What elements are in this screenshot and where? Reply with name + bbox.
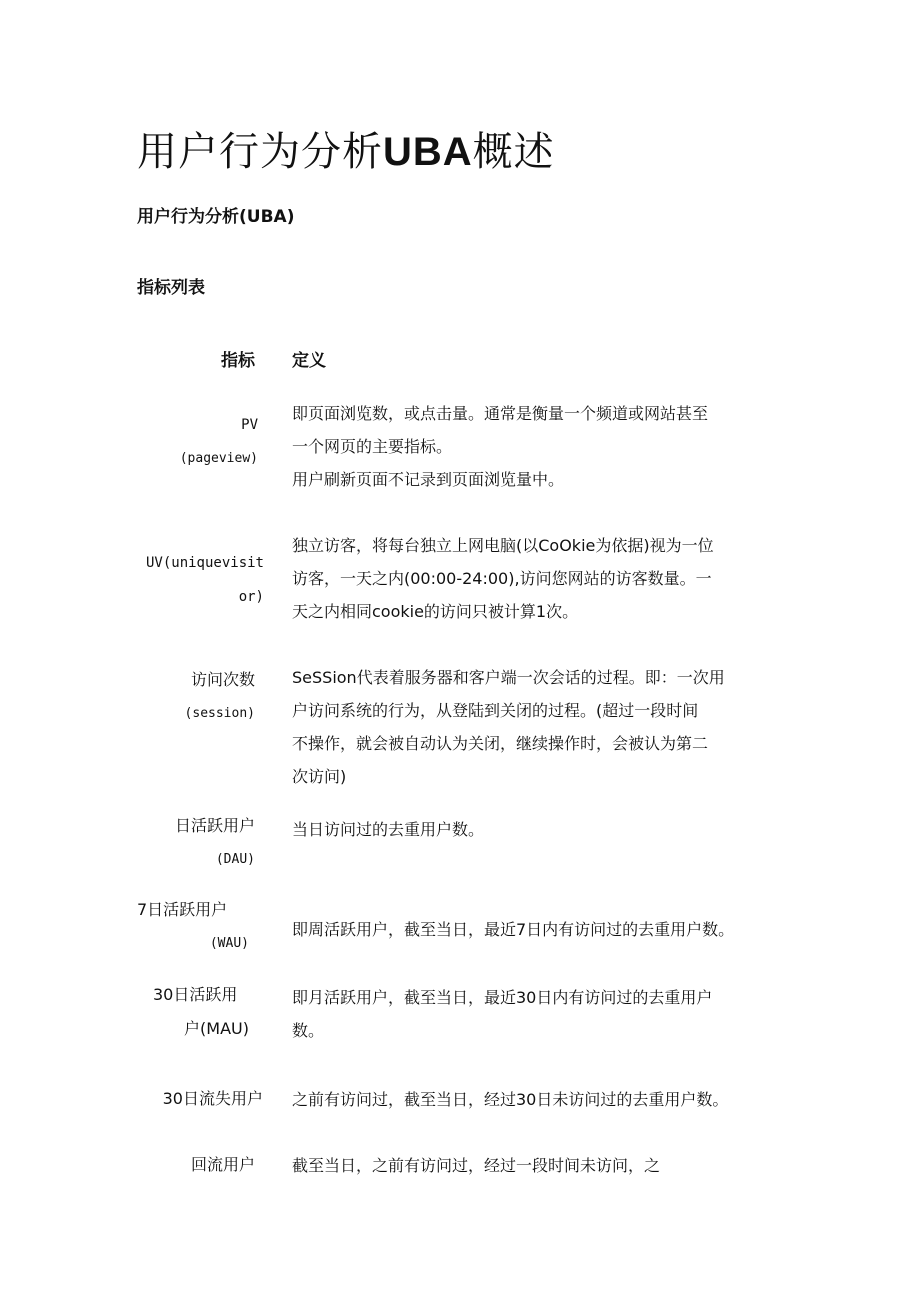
metric-abbrev: (pageview) [179, 451, 258, 466]
table-row-metric [153, 978, 249, 1046]
table-row-definition: 即页面浏览数，或点击量。通常是衡量一个频道或网站甚至 一个网页的主要指标。 用户刷新页面不记录到页面浏览量中。 [292, 404, 709, 489]
section-heading: 指标列表 [137, 278, 205, 298]
metric-name: PV [241, 417, 258, 433]
metric-abbrev: (WAU) [209, 936, 249, 951]
table-row-metric [146, 546, 264, 614]
document-title [137, 120, 555, 177]
table-row-definition: SeSSion代表着服务器和客户端一次会话的过程。即：一次用 户访问系统的行为，从登陆到关闭的过程。(超过一段时间 不操作，就会被自动认为关闭，继续操作时，会被认为第二 次访问) [292, 668, 725, 786]
table-row-definition: 独立访客，将每台独立上网电脑(以CoOkie为依据)视为一位 访客，一天之内(00:00-24:00),访问您网站的访客数量。一 天之内相同cookie的访问只被计算1次。 [292, 536, 714, 621]
table-row-metric [175, 809, 255, 877]
metric-name: 7日活跃用户 [137, 900, 228, 919]
metric-name: 回流用户 [190, 1155, 255, 1174]
metric-abbrev: (DAU) [215, 852, 255, 867]
table-row-metric [191, 1148, 255, 1182]
table-row-metric [185, 663, 255, 731]
metric-abbrev: (session) [184, 706, 255, 721]
metric-name: 访问次数 [190, 670, 255, 689]
table-row-definition: 当日访问过的去重用户数。 [292, 820, 485, 839]
metric-name: 30日活跃用 [153, 985, 238, 1004]
table-row-definition: 即周活跃用户，截至当日，最近7日内有访问过的去重用户数。 [292, 920, 735, 939]
metric-abbrev: or) [238, 589, 264, 605]
metric-name: UV(uniquevisit [145, 555, 264, 571]
document-subtitle: 用户行为分析(UBA) [137, 207, 295, 227]
title-part-2: 概述 [472, 129, 555, 175]
table-row-definition: 之前有访问过，截至当日，经过30日未访问过的去重用户数。 [292, 1090, 729, 1109]
title-part-1: 用户行为分析 [137, 129, 383, 175]
column-header-definition: 定义 [292, 351, 326, 371]
column-header-metric: 指标 [221, 351, 255, 371]
table-row-definition: 即月活跃用户，截至当日，最近30日内有访问过的去重用户 数。 [292, 988, 713, 1040]
table-row-metric [137, 893, 249, 961]
metric-name: 30日流失用户 [162, 1089, 263, 1108]
title-part-uba: UBA [383, 130, 473, 174]
table-row-definition: 截至当日，之前有访问过，经过一段时间未访问，之 [292, 1156, 661, 1175]
table-row-metric [180, 408, 258, 476]
table-row-metric [163, 1082, 263, 1116]
metric-name: 日活跃用户 [174, 816, 255, 835]
metric-abbrev: 户(MAU) [184, 1019, 249, 1038]
